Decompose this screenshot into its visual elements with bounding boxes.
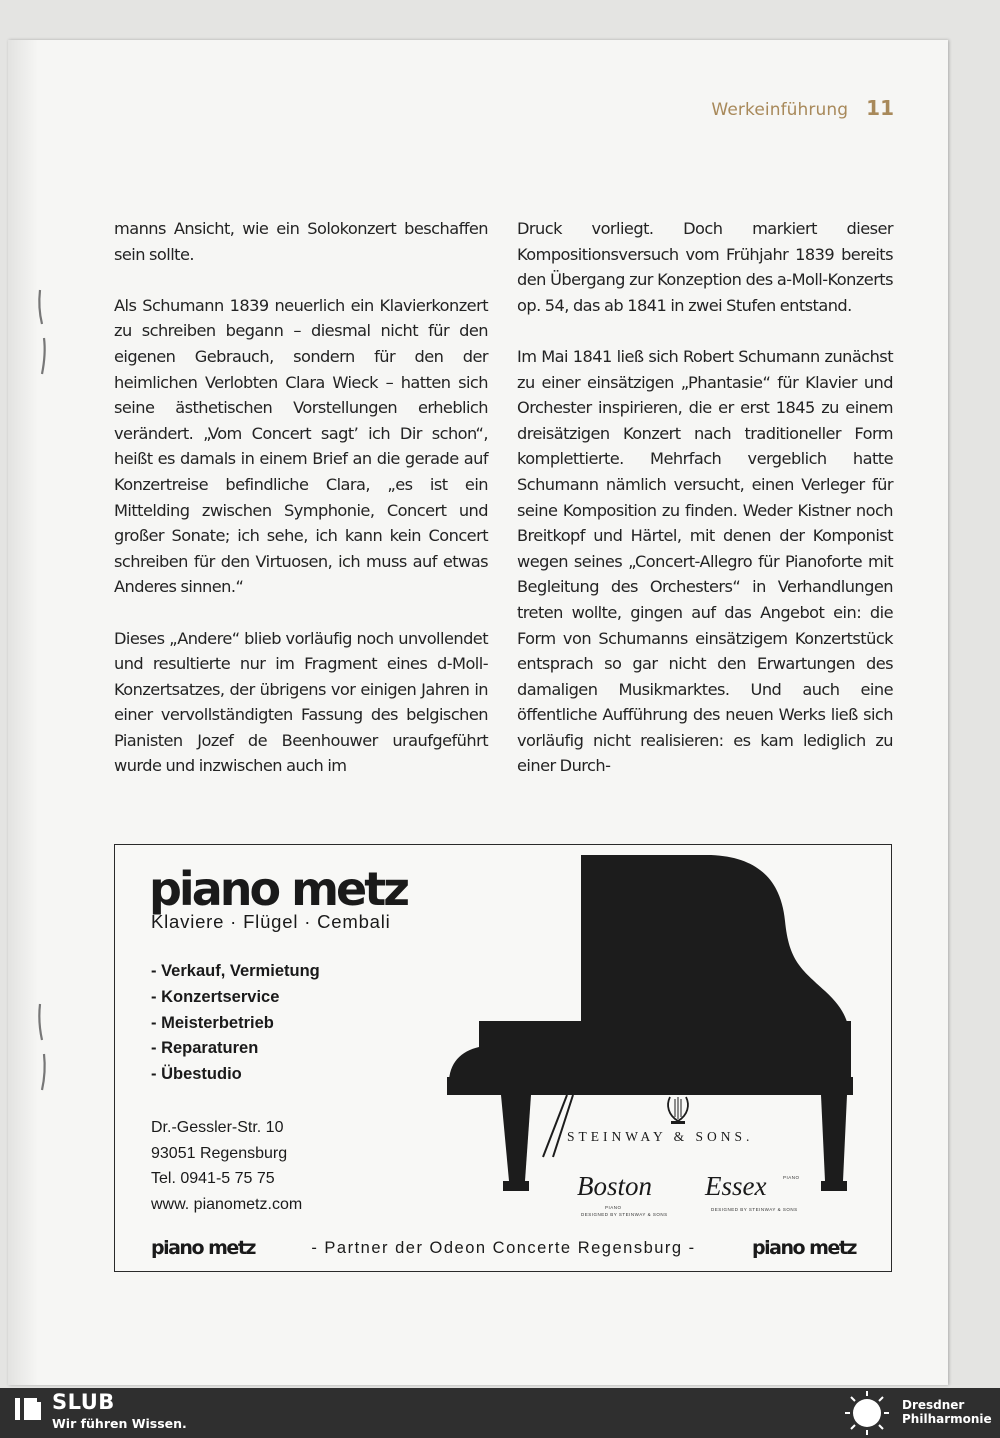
slub-name: SLUB	[52, 1390, 115, 1414]
street: Dr.-Gessler-Str. 10	[151, 1119, 284, 1136]
service-item: - Verkauf, Vermietung	[151, 962, 320, 980]
service-item: - Übestudio	[151, 1065, 242, 1084]
digitization-footer-strip	[0, 1388, 1000, 1438]
service-item: - Konzertservice	[151, 987, 280, 1006]
piano-metz-advertisement	[114, 844, 892, 1272]
paragraph: manns Ansicht, wie ein Solokonzert beschaffen sein sollte.	[114, 219, 488, 264]
staple-top	[36, 288, 48, 378]
ad-footer	[151, 1237, 856, 1259]
paragraph: Im Mai 1841 ließ sich Robert Schumann zunächst zu einer einsätzigen „Phantasie“ für Klavier und Orchester inspirieren, die er erst 1845 zu einem dreisätzigen Konzert nach traditioneller Form komplettierte. Mehrfach vergeblich hatte Schumann nämlich versucht, einen Verleger für seine Komposition zu finden. Weder Kistner noch Breitkopf und Härtel, mit denen der Komponist wegen seines „Concert-Allegro für Pianoforte mit Begleitung des Orchesters“ in Verhandlungen treten wollte, gingen auf das Angebot ein: die Form von Schumanns einsätzigem Konzertstück entsprach so gar nicht den Erwartungen des damaligen Musikmarktes. Und auch eine öffentliche Aufführung des neuen Werks ließ sich vorläufig nicht realisieren: es kam lediglich zu einer Durch-	[517, 346, 893, 776]
essex-designed-label: DESIGNED BY STEINWAY & SONS	[711, 1207, 798, 1212]
service-item: - Meisterbetrieb	[151, 1013, 274, 1032]
phone: Tel. 0941-5 75 75	[151, 1170, 275, 1187]
partner-name-line1: Dresdner	[902, 1398, 965, 1412]
paragraph: Druck vorliegt. Doch markiert dieser Kompositionsversuch vom Frühjahr 1839 bereits den Übergang zur Konzeption des a-Moll-Konzerts op. 54, das ab 1841 in zwei Stufen entstand.	[517, 219, 893, 315]
staple-bottom	[36, 1002, 48, 1094]
boston-designed-label: DESIGNED BY STEINWAY & SONS	[581, 1212, 668, 1217]
footer-logo-right: piano metz	[752, 1237, 856, 1259]
slub-logo-icon	[14, 1396, 42, 1422]
left-text-column	[114, 216, 488, 805]
steinway-lyre-icon	[665, 1093, 691, 1125]
binding-shadow	[8, 40, 38, 1385]
address-block	[151, 1115, 302, 1217]
running-header	[711, 96, 894, 120]
section-title: Werkeinführung	[711, 100, 849, 120]
dresdner-philharmonie-logo-icon	[842, 1389, 892, 1437]
services-list	[151, 959, 320, 1088]
slub-slogan: Wir führen Wissen.	[52, 1416, 187, 1431]
paragraph: Dieses „Andere“ blieb vorläufig noch unvollendet und resultierte nur im Fragment eines d-Moll-Konzertsatzes, der übrigens vor einigen Jahren in einer vervollständigten Fassung des belgischen Pianisten Jozef de Beenhouwer uraufgeführt wurde und inzwischen auch im	[114, 628, 488, 776]
city: 93051 Regensburg	[151, 1144, 288, 1162]
boston-brand: Boston	[577, 1171, 653, 1201]
service-item: - Reparaturen	[151, 1039, 259, 1058]
paragraph: Als Schumann 1839 neuerlich ein Klavierkonzert zu schreiben begann – diesmal nicht für den eigenen Gebrauch, sondern für den der heimlichen Verlobten Clara Wieck – hatten sich seine ästhetischen Vorstellungen erheblich verändert. „Vom Concert sagt’ ich Dir schon“, heißt es damals in einem Brief an die gerade auf Konzertreise befindliche Clara, „es ist ein Mittelding zwischen Symphonie, Concert und großer Sonate; ich sehe, ich kann kein Concert schreiben für den Virtuosen, ich muss auf etwas Anderes sinnen.“	[114, 295, 488, 597]
essex-brand: Essex	[705, 1171, 767, 1201]
ad-tagline: Klaviere · Flügel · Cembali	[151, 911, 391, 932]
footer-logo-left: piano metz	[151, 1237, 255, 1259]
steinway-brand: STEINWAY & SONS.	[567, 1129, 754, 1144]
website: www. pianometz.com	[151, 1195, 303, 1213]
partner-line: - Partner der Odeon Concerte Regensburg -	[311, 1238, 696, 1257]
boston-piano-label: PIANO	[605, 1205, 622, 1210]
essex-piano-label: PIANO	[783, 1175, 800, 1180]
right-text-column	[517, 216, 893, 805]
page-number: 11	[866, 96, 894, 120]
partner-name-line2: Philharmonie	[902, 1412, 992, 1426]
piano-metz-logo: piano metz	[149, 862, 407, 916]
partner-name	[902, 1398, 992, 1426]
